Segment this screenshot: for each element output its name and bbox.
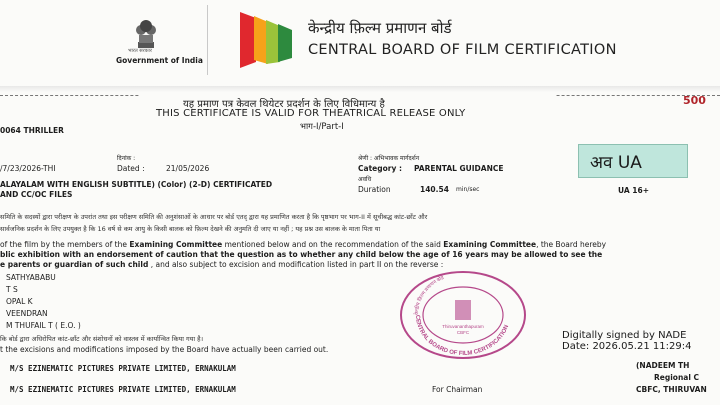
language-line: ALAYALAM WITH ENGLISH SUBTITLE) (Color) (2-D) CERTIFICATED xyxy=(0,180,273,189)
ashoka-emblem-icon xyxy=(128,12,164,52)
body-hindi-line-2: सार्वजनिक प्रदर्शन के लिए उपयुक्त है कि 16 वर्ष से कम आयु के किसी बालक को फ़िल्म देखने की अनुमति दी जाए या नहीं ; यह प्रश्न उस बालक के माता पिता या xyxy=(0,225,381,233)
exhibition-line: blic exhibition with an endorsement of caution that the question as to whether any child below the age of 16 years may be allowed to see the xyxy=(0,250,603,259)
file-number: /7/23/2026-THI xyxy=(0,164,56,173)
member-5: M THUFAIL T ( E.O. ) xyxy=(6,321,81,330)
category-label-hindi: श्रेणी : अभिभावक मार्गदर्शन xyxy=(358,155,420,162)
dated-label-hindi: दिनांक : xyxy=(117,155,136,162)
validity-hindi: यह प्रमाण पत्र केवल थियेटर प्रदर्शन के लिए विधिमान्य है xyxy=(183,99,385,110)
film-title: 0064 THRILLER xyxy=(0,126,64,135)
board-name: CENTRAL BOARD OF FILM CERTIFICATION xyxy=(308,42,617,58)
files-line: AND CC/OC FILES xyxy=(0,190,73,199)
header-divider xyxy=(207,5,208,75)
category-value: PARENTAL GUIDANCE xyxy=(414,164,504,173)
rating-sub: UA 16+ xyxy=(618,186,649,195)
government-label: Government of India xyxy=(116,56,203,65)
applicant-line-1: M/S EZINEMATIC PICTURES PRIVATE LIMITED, ERNAKULAM xyxy=(10,364,236,373)
office-location: CBFC, THIRUVAN xyxy=(636,385,707,394)
cuts-line-hindi: कि बोर्ड द्वारा अधिरोपित कांट-छाँट और संशोधनों को वास्तव में कार्यान्वित किया गया है। xyxy=(0,335,204,343)
duration-value: 140.54 xyxy=(420,185,449,194)
regional-officer: Regional C xyxy=(654,373,700,382)
cuts-line: t the excisions and modifications imposed by the Board have actually been carried out. xyxy=(0,345,329,354)
seal-hindi-text: केन्द्रीय फ़िल्म प्रमाणन बोर्ड xyxy=(413,275,445,316)
member-2: T S xyxy=(6,285,18,294)
member-4: VEENDRAN xyxy=(6,309,48,318)
svg-text:केन्द्रीय फ़िल्म प्रमाणन बोर्ड xyxy=(413,274,446,316)
committee-sentence: of the film by the members of the Examining Committee mentioned below and on the recommendation of the said Examining Committee, the Board hereby xyxy=(0,240,607,249)
rating-label: अव UA xyxy=(590,153,642,173)
board-name-hindi: केन्द्रीय फ़िल्म प्रमाणन बोर्ड xyxy=(308,19,452,37)
validity-english: THIS CERTIFICATE IS VALID FOR THEATRICAL RELEASE ONLY xyxy=(156,108,466,119)
member-1: SATHYABABU xyxy=(6,273,56,282)
duration-label: Duration xyxy=(358,185,391,194)
seal-outer-text: CENTRAL BOARD OF FILM CERTIFICATION xyxy=(413,314,511,358)
certificate-number: 500 xyxy=(683,94,706,107)
duration-label-hindi: अवधि xyxy=(358,176,372,183)
official-seal xyxy=(398,270,528,360)
part-label: भाग-I/Part-I xyxy=(300,122,344,132)
government-label-hindi: भारत सरकार xyxy=(128,48,152,54)
signature-date: Date: 2026.05.21 11:29:4 xyxy=(562,341,692,352)
body-hindi-line-1: समिति के सदस्यों द्वारा परीक्षण के उपरांत तथा इस परीक्षण समिति की अनुशंसाओं के आधार पर बोर्ड एतद् द्वारा यह प्रमाणित करता है कि पृष्ठभाग पर भाग-II में सूचीबद्ध कांट-छाँट और xyxy=(0,213,428,221)
digital-signature: Digitally signed by NADE xyxy=(562,330,687,341)
seal-center-text: CBFC xyxy=(456,330,470,335)
category-label: Category : xyxy=(358,164,402,173)
header-shadow-band xyxy=(0,86,720,92)
applicant-line-2: M/S EZINEMATIC PICTURES PRIVATE LIMITED, ERNAKULAM xyxy=(10,385,236,394)
parents-line: e parents or guardian of such child , and also subject to excision and modification listed in part II on the reverse : xyxy=(0,260,444,269)
dated-value: 21/05/2026 xyxy=(166,164,210,173)
duration-unit: min/sec xyxy=(456,186,480,193)
for-chairman: For Chairman xyxy=(432,385,483,394)
signing-officer: (NADEEM TH xyxy=(636,361,690,370)
seal-inner-text: Thiruvananthapuram xyxy=(442,324,484,329)
member-3: OPAL K xyxy=(6,297,33,306)
dated-label: Dated : xyxy=(117,164,145,173)
cbfc-logo-icon xyxy=(236,8,298,70)
